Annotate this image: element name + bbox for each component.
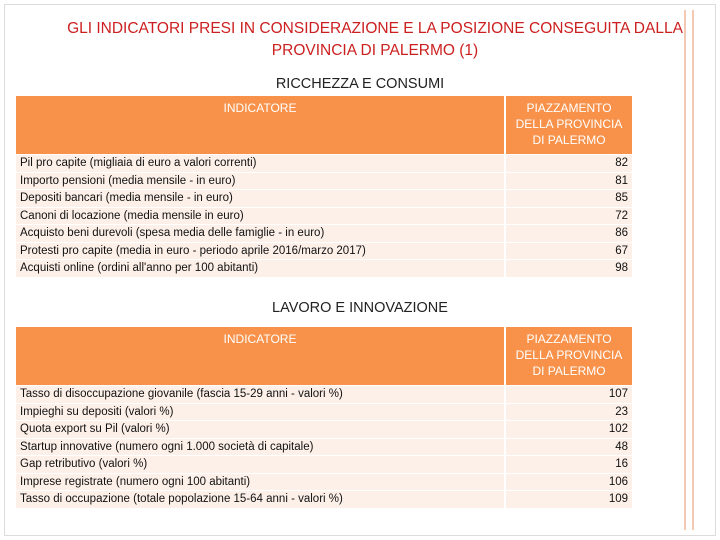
indicator-label: Tasso di disoccupazione giovanile (fascia 15-29 anni - valori %) <box>16 386 505 404</box>
section-title-ricchezza: RICCHEZZA E CONSUMI <box>275 76 445 92</box>
table-row <box>16 225 632 243</box>
table-ricchezza <box>16 96 632 277</box>
table-row <box>16 456 632 474</box>
indicator-label: Quota export su Pil (valori %) <box>16 421 505 439</box>
rank-value: 102 <box>505 421 632 439</box>
indicator-label: Impieghi su depositi (valori %) <box>16 403 505 421</box>
header-rank: PIAZZAMENTO DELLA PROVINCIA DI PALERMO <box>505 327 632 386</box>
rank-value: 67 <box>505 242 632 260</box>
rank-value: 106 <box>505 473 632 491</box>
indicator-label: Pil pro capite (migliaia di euro a valori correnti) <box>16 155 505 173</box>
indicator-label: Protesti pro capite (media in euro - periodo aprile 2016/marzo 2017) <box>16 242 505 260</box>
slide-title <box>40 18 710 62</box>
table-row <box>16 260 632 277</box>
header-rank: PIAZZAMENTO DELLA PROVINCIA DI PALERMO <box>505 96 632 155</box>
table-row <box>16 421 632 439</box>
indicator-label: Tasso di occupazione (totale popolazione 15-64 anni - valori %) <box>16 491 505 508</box>
indicator-label: Depositi bancari (media mensile - in euro) <box>16 190 505 208</box>
table-row <box>16 207 632 225</box>
rank-value: 16 <box>505 456 632 474</box>
table-lavoro <box>16 327 632 508</box>
title-line-2: PROVINCIA DI PALERMO (1) <box>271 42 479 59</box>
header-indicator: INDICATORE <box>16 96 505 155</box>
table-row <box>16 172 632 190</box>
header-indicator: INDICATORE <box>16 327 505 386</box>
rank-value: 109 <box>505 491 632 508</box>
indicator-label: Importo pensioni (media mensile - in euro) <box>16 172 505 190</box>
indicator-label: Startup innovative (numero ogni 1.000 società di capitale) <box>16 438 505 456</box>
title-line-1: GLI INDICATORI PRESI IN CONSIDERAZIONE E LA POSIZIONE CONSEGUITA DALLA <box>67 20 683 37</box>
table-row <box>16 438 632 456</box>
table-row <box>16 242 632 260</box>
rank-value: 107 <box>505 386 632 404</box>
table-row <box>16 155 632 173</box>
section-title-lavoro: LAVORO E INNOVAZIONE <box>272 300 448 316</box>
table-row <box>16 386 632 404</box>
rank-value: 23 <box>505 403 632 421</box>
table-row <box>16 403 632 421</box>
indicator-label: Gap retributivo (valori %) <box>16 456 505 474</box>
rank-value: 86 <box>505 225 632 243</box>
indicator-label: Acquisto beni durevoli (spesa media delle famiglie - in euro) <box>16 225 505 243</box>
table-row <box>16 473 632 491</box>
rank-value: 82 <box>505 155 632 173</box>
rank-value: 85 <box>505 190 632 208</box>
indicator-label: Canoni di locazione (media mensile in euro) <box>16 207 505 225</box>
rank-value: 81 <box>505 172 632 190</box>
table-row <box>16 491 632 508</box>
indicator-label: Acquisti online (ordini all'anno per 100 abitanti) <box>16 260 505 277</box>
rank-value: 98 <box>505 260 632 277</box>
rank-value: 72 <box>505 207 632 225</box>
indicator-label: Imprese registrate (numero ogni 100 abitanti) <box>16 473 505 491</box>
rank-value: 48 <box>505 438 632 456</box>
table-row <box>16 190 632 208</box>
